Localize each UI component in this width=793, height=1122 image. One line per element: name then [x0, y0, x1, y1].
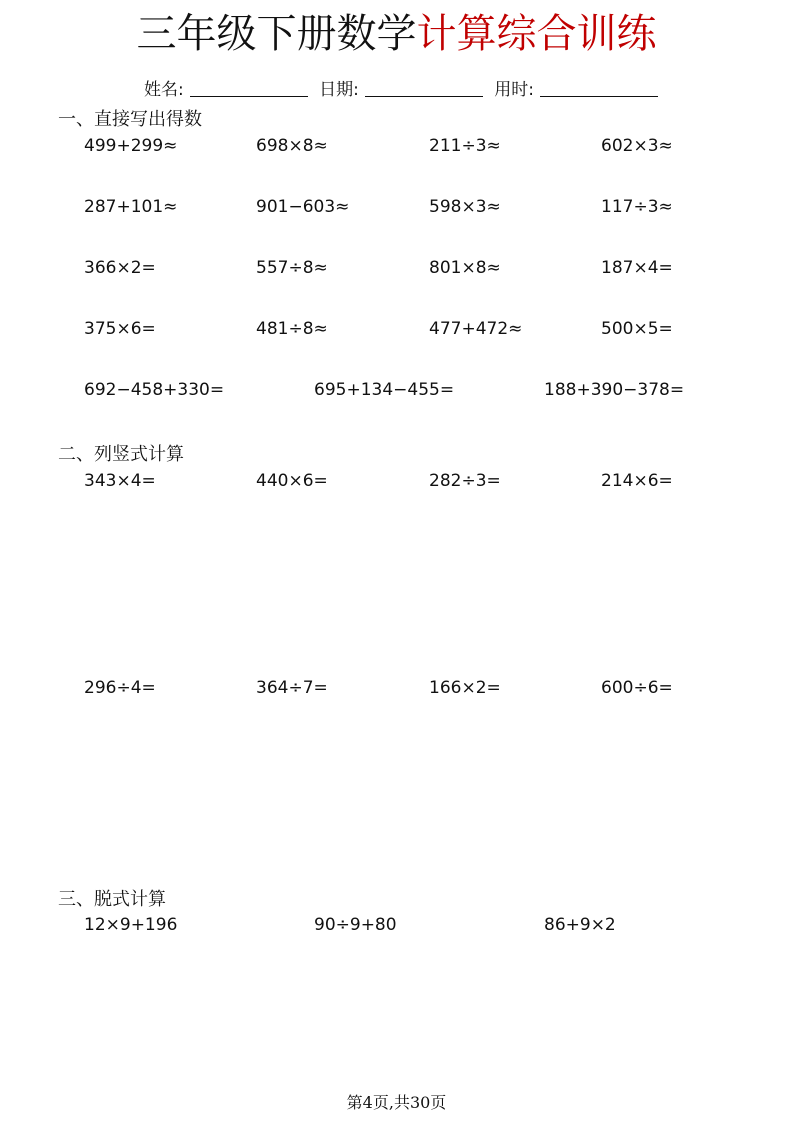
title-black: 三年级下册数学	[136, 11, 417, 57]
problem: 343×4=	[84, 471, 156, 491]
problem: 500×5=	[601, 319, 673, 339]
problem: 499+299≈	[84, 136, 178, 156]
problem: 296÷4=	[84, 678, 156, 698]
name-label: 姓名:	[144, 80, 184, 100]
section-title-vertical: 二、列竖式计算	[58, 444, 184, 465]
section-title-oral: 一、直接写出得数	[58, 109, 202, 130]
problem: 440×6=	[256, 471, 328, 491]
date-blank[interactable]	[365, 80, 483, 97]
date-label: 日期:	[319, 80, 359, 100]
problem: 86+9×2	[544, 915, 616, 935]
problem: 364÷7=	[256, 678, 328, 698]
name-blank[interactable]	[190, 80, 308, 97]
problem: 188+390−378=	[544, 380, 685, 400]
section-title-stepwise: 三、脱式计算	[58, 889, 166, 910]
problem: 117÷3≈	[601, 197, 673, 217]
problem: 901−603≈	[256, 197, 350, 217]
problem: 477+472≈	[429, 319, 523, 339]
problem: 187×4=	[601, 258, 673, 278]
problem: 366×2=	[84, 258, 156, 278]
problem: 166×2=	[429, 678, 501, 698]
worksheet-title	[0, 8, 793, 60]
time-blank[interactable]	[540, 80, 658, 97]
title-red: 计算综合训练	[416, 11, 657, 57]
problem: 692−458+330=	[84, 380, 225, 400]
problem: 287+101≈	[84, 197, 178, 217]
problem: 211÷3≈	[429, 136, 501, 156]
problem: 90÷9+80	[314, 915, 397, 935]
problem: 214×6=	[601, 471, 673, 491]
problem: 801×8≈	[429, 258, 501, 278]
page-number: 第4页,共30页	[346, 1093, 447, 1112]
time-label: 用时:	[494, 80, 535, 100]
problem: 12×9+196	[84, 915, 178, 935]
problem: 375×6=	[84, 319, 156, 339]
problem: 695+134−455=	[314, 380, 455, 400]
problem: 557÷8≈	[256, 258, 328, 278]
problem: 282÷3=	[429, 471, 501, 491]
student-info-row	[144, 78, 664, 102]
problem: 600÷6=	[601, 678, 673, 698]
problem: 598×3≈	[429, 197, 501, 217]
problem: 698×8≈	[256, 136, 328, 156]
problem: 481÷8≈	[256, 319, 328, 339]
problem: 602×3≈	[601, 136, 673, 156]
